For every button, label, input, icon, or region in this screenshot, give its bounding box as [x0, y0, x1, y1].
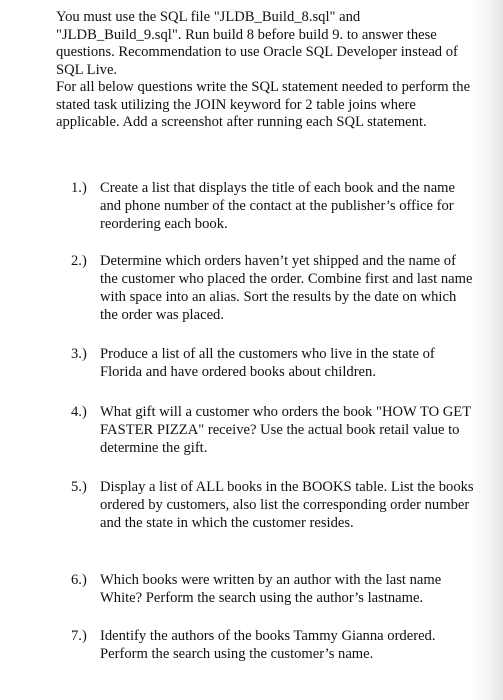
question-number: 4.) [71, 404, 87, 420]
question-text: Determine which orders haven’t yet shipped and the name of the customer who placed the order. Combine first and last name with space into an alias. Sort the results by the date on which the order was placed. [100, 253, 473, 323]
question-6 [56, 572, 476, 608]
question-text: Which books were written by an author with the last name White? Perform the search using the author’s lastname. [100, 572, 442, 606]
question-text: What gift will a customer who orders the book "HOW TO GET FASTER PIZZA" receive? Use the actual book retail value to determine the gift. [100, 404, 471, 456]
question-text: Create a list that displays the title of each book and the name and phone number of the contact at the publisher’s office for reordering each book. [100, 180, 456, 232]
question-text: Identify the authors of the books Tammy Gianna ordered. Perform the search using the customer’s name. [100, 628, 436, 662]
question-2 [56, 253, 476, 325]
question-number: 2.) [71, 253, 87, 269]
instructions-paragraph-requirements: For all below questions write the SQL statement needed to perform the stated task utilizing the JOIN keyword for 2 table joins where applicable. Add a screenshot after running each SQL statement. [56, 79, 471, 130]
question-number: 7.) [71, 628, 87, 644]
instructions-paragraph-files: You must use the SQL file "JLDB_Build_8.sql" and "JLDB_Build_9.sql". Run build 8 before build 9. to answer these questions. Recommendation to use Oracle SQL Developer instead of SQL Live. [56, 9, 458, 78]
question-number: 3.) [71, 346, 87, 362]
question-5 [56, 479, 476, 533]
question-7 [56, 628, 476, 664]
question-number: 6.) [71, 572, 87, 588]
question-1 [56, 180, 476, 234]
question-number: 5.) [71, 479, 87, 495]
question-4 [56, 404, 476, 458]
question-3 [56, 346, 476, 382]
instructions [56, 9, 476, 132]
question-text: Produce a list of all the customers who live in the state of Florida and have ordered books about children. [100, 346, 435, 380]
question-text: Display a list of ALL books in the BOOKS table. List the books ordered by customers, also list the corresponding order number and the state in which the customer resides. [100, 479, 474, 531]
question-number: 1.) [71, 180, 87, 196]
